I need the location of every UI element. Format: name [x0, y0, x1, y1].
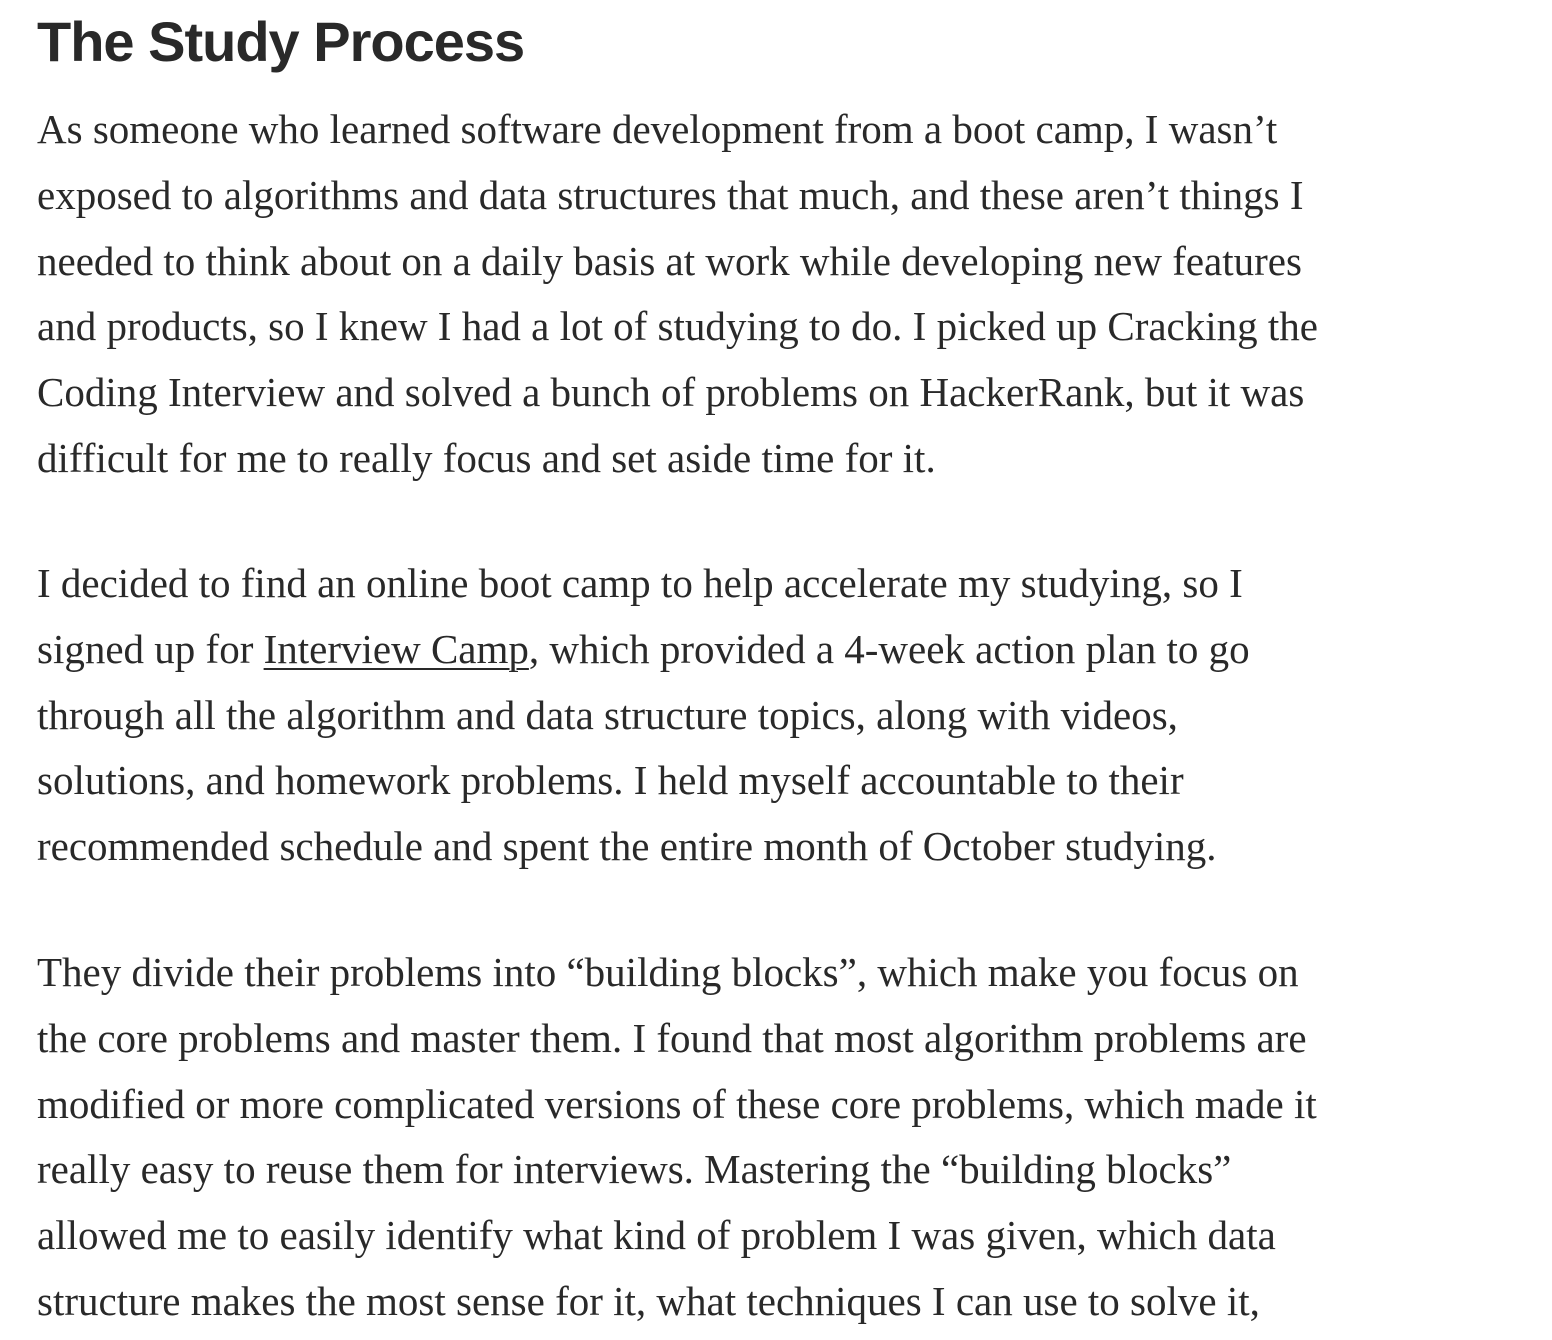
text-line: through all the algorithm and data structure topics, along with videos,	[37, 691, 1178, 738]
text-line: needed to think about on a daily basis at work while developing new features	[37, 237, 1302, 284]
text-line: modified or more complicated versions of these core problems, which made it	[37, 1080, 1317, 1127]
text-segment: signed up for	[37, 625, 264, 672]
paragraph-1	[37, 97, 1318, 492]
text-line: Coding Interview and solved a bunch of problems on HackerRank, but it was	[37, 369, 1305, 416]
paragraph-3	[37, 940, 1317, 1335]
text-line: difficult for me to really focus and set aside time for it.	[37, 434, 936, 481]
text-line: recommended schedule and spent the entire month of October studying.	[37, 823, 1217, 870]
text-line: and products, so I knew I had a lot of studying to do. I picked up Cracking the	[37, 303, 1318, 350]
text-line: As someone who learned software development from a boot camp, I wasn’t	[37, 106, 1278, 152]
section-heading: The Study Process	[37, 10, 525, 73]
interview-camp-link[interactable]: Interview Camp	[263, 625, 529, 672]
article-body	[37, 0, 1517, 1324]
text-line: structure makes the most sense for it, what techniques I can use to solve it,	[37, 1277, 1260, 1324]
text-segment: , which provided a 4-week action plan to go	[528, 625, 1250, 672]
text-line: really easy to reuse them for interviews. Mastering the “building blocks”	[37, 1146, 1232, 1193]
text-line: exposed to algorithms and data structures that much, and these aren’t things I	[37, 171, 1304, 218]
text-line: solutions, and homework problems. I held myself accountable to their	[37, 757, 1184, 804]
text-line-with-link	[37, 617, 1250, 683]
text-line: the core problems and master them. I found that most algorithm problems are	[37, 1014, 1307, 1061]
text-line: They divide their problems into “building blocks”, which make you focus on	[37, 949, 1299, 995]
text-line: allowed me to easily identify what kind of problem I was given, which data	[37, 1212, 1276, 1259]
text-line: I decided to find an online boot camp to help accelerate my studying, so I	[37, 560, 1243, 606]
paragraph-2	[37, 551, 1250, 880]
